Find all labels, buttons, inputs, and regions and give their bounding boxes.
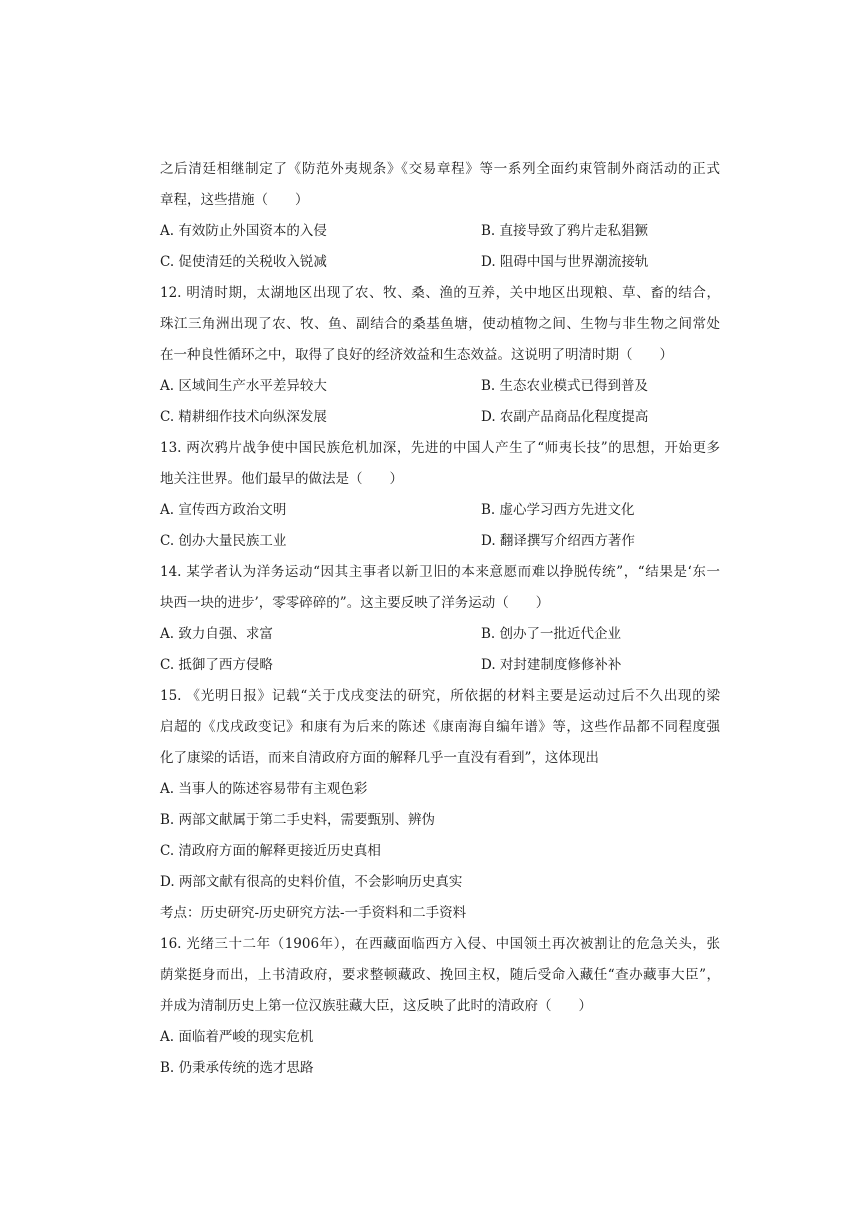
question-13-option-b: B. 虚心学习西方先进文化 bbox=[481, 502, 635, 518]
question-12-line-1: 12. 明清时期，太湖地区出现了农、牧、桑、渔的互养，关中地区出现粮、草、畜的结合， bbox=[160, 285, 720, 301]
question-11-option-a: A. 有效防止外国资本的入侵 bbox=[160, 223, 327, 239]
question-13-option-c: C. 创办大量民族工业 bbox=[160, 533, 287, 549]
question-13-option-a: A. 宣传西方政治文明 bbox=[160, 502, 287, 518]
question-15-option-a: A. 当事人的陈述容易带有主观色彩 bbox=[160, 781, 368, 797]
question-14-option-b: B. 创办了一批近代企业 bbox=[481, 626, 622, 642]
question-12-line-2: 珠江三角洲出现了农、牧、鱼、副结合的桑基鱼塘，使动植物之间、生物与非生物之间常处 bbox=[160, 316, 720, 332]
question-12-option-d: D. 农副产品商品化程度提高 bbox=[481, 409, 649, 425]
question-12-option-b: B. 生态农业模式已得到普及 bbox=[481, 378, 649, 394]
question-14-option-c: C. 抵御了西方侵略 bbox=[160, 657, 273, 673]
question-13-line-1: 13. 两次鸦片战争使中国民族危机加深，先进的中国人产生了“师夷长技”的思想，开始更多 bbox=[160, 440, 720, 456]
question-15-line-3: 化了康梁的话语，而来自清政府方面的解释几乎一直没有看到”，这体现出 bbox=[160, 750, 599, 766]
question-11-option-d: D. 阻碍中国与世界潮流接轨 bbox=[481, 254, 649, 270]
question-13-line-2: 地关注世界。他们最早的做法是（ ） bbox=[160, 471, 403, 487]
question-13-option-d: D. 翻译撰写介绍西方著作 bbox=[481, 533, 635, 549]
question-16-line-1: 16. 光绪三十二年（1906年），在西藏面临西方入侵、中国领土再次被割让的危急关头，张 bbox=[160, 936, 720, 952]
question-11-option-c: C. 促使清廷的关税收入锐减 bbox=[160, 254, 327, 270]
question-11-line-2: 章程，这些措施（ ） bbox=[160, 192, 309, 208]
question-16-line-3: 并成为清制历史上第一位汉族驻藏大臣，这反映了此时的清政府（ ） bbox=[160, 998, 592, 1014]
question-11-option-b: B. 直接导致了鸦片走私猖獗 bbox=[481, 223, 649, 239]
question-15-line-2: 启超的《戊戌政变记》和康有为后来的陈述《康南海自编年谱》等，这些作品都不同程度强 bbox=[160, 719, 720, 735]
question-14-line-1: 14. 某学者认为洋务运动“因其主事者以新卫旧的本来意愿而难以挣脱传统”，“结果是‘东一 bbox=[160, 564, 720, 580]
question-16-option-a: A. 面临着严峻的现实危机 bbox=[160, 1029, 314, 1045]
question-12-option-a: A. 区域间生产水平差异较大 bbox=[160, 378, 327, 394]
question-15-option-b: B. 两部文献属于第二手史料，需要甄别、辨伪 bbox=[160, 812, 436, 828]
question-12-line-3: 在一种良性循环之中，取得了良好的经济效益和生态效益。这说明了明清时期（ ） bbox=[160, 347, 673, 363]
question-15-option-d: D. 两部文献有很高的史料价值，不会影响历史真实 bbox=[160, 874, 463, 890]
question-16-line-2: 荫棠挺身而出，上书清政府，要求整顿藏政、挽回主权，随后受命入藏任“查办藏事大臣”， bbox=[160, 967, 720, 983]
question-15-knowledge-point: 考点：历史研究-历史研究方法-一手资料和二手资料 bbox=[160, 905, 467, 921]
question-12-option-c: C. 精耕细作技术向纵深发展 bbox=[160, 409, 327, 425]
question-14-line-2: 块西一块的进步’，零零碎碎的”。这主要反映了洋务运动（ ） bbox=[160, 595, 550, 611]
question-14-option-d: D. 对封建制度修修补补 bbox=[481, 657, 622, 673]
question-15-option-c: C. 清政府方面的解释更接近历史真相 bbox=[160, 843, 381, 859]
question-15-line-1: 15. 《光明日报》记载“关于戊戌变法的研究，所依据的材料主要是运动过后不久出现的梁 bbox=[160, 688, 720, 704]
question-16-option-b: B. 仍秉承传统的选才思路 bbox=[160, 1060, 314, 1076]
question-14-option-a: A. 致力自强、求富 bbox=[160, 626, 273, 642]
question-11-line-1: 之后清廷相继制定了《防范外夷规条》《交易章程》等一系列全面约束管制外商活动的正式 bbox=[160, 161, 720, 177]
